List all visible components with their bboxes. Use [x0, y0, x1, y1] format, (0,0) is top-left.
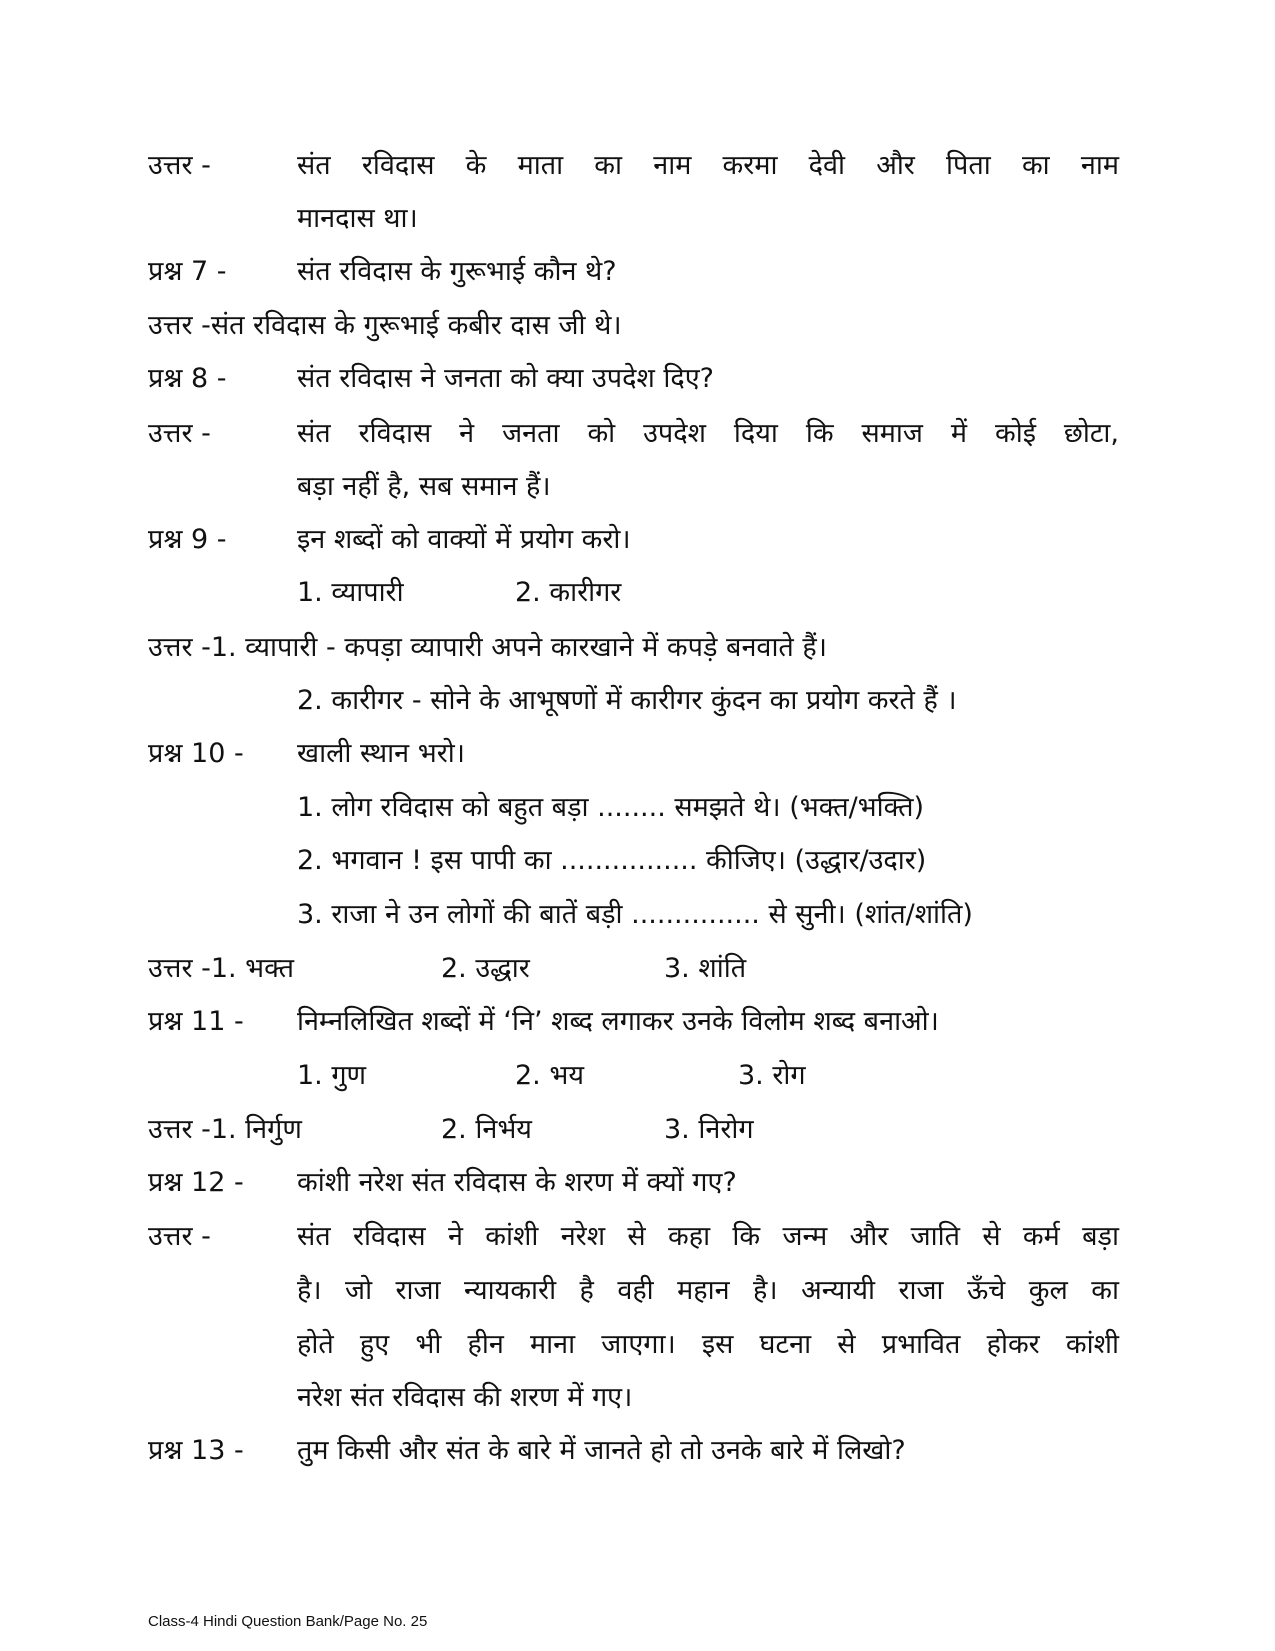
fill-blank-1: 1. लोग रविदास को बहुत बड़ा ........ समझते थे। (भक्त/भक्ति) [297, 792, 925, 823]
question-7-text: संत रविदास के गुरूभाई कौन थे? [297, 256, 617, 287]
question-11-option-3: 3. रोग [738, 1060, 806, 1091]
answer-10-third: 3. शांति [664, 953, 747, 984]
question-12 [0, 1163, 1275, 1203]
question-10-text: खाली स्थान भरो। [297, 738, 465, 769]
question-11-label: प्रश्न 11 - [148, 1006, 244, 1037]
answer-7 [0, 306, 1275, 346]
answer-11-third: 3. निरोग [664, 1114, 754, 1145]
question-7 [0, 252, 1275, 292]
answer-6-line-2 [0, 199, 1275, 239]
answer-12-line-1 [0, 1217, 1275, 1257]
answer-9-text-1: उत्तर -1. व्यापारी - कपड़ा व्यापारी अपने कारखाने में कपड़े बनवाते हैं। [148, 632, 827, 663]
answer-6-text-2: मानदास था। [297, 203, 418, 234]
answer-6-text-1: संत रविदास के माता का नाम करमा देवी और पिता का नाम [297, 150, 1119, 181]
answer-6-label: उत्तर - [148, 150, 211, 181]
answer-12-text-3: होते हुए भी हीन माना जाएगा। इस घटना से प्रभावित होकर कांशी [297, 1329, 1119, 1360]
answer-11 [0, 1110, 1275, 1150]
question-13-text: तुम किसी और संत के बारे में जानते हो तो उनके बारे में लिखो? [297, 1435, 906, 1466]
question-10 [0, 734, 1275, 774]
answer-9-text-2: 2. कारीगर - सोने के आभूषणों में कारीगर कुंदन का प्रयोग करते हैं । [297, 685, 957, 716]
question-9-options [0, 573, 1275, 613]
answer-10 [0, 949, 1275, 989]
question-13 [0, 1431, 1275, 1471]
answer-10-first: उत्तर -1. भक्त [148, 953, 295, 984]
answer-12-text-2: है। जो राजा न्यायकारी है वही महान है। अन्यायी राजा ऊँचे कुल का [297, 1275, 1119, 1306]
question-8 [0, 359, 1275, 399]
page-footer: Class-4 Hindi Question Bank/Page No. 25 [148, 1613, 428, 1630]
answer-8-line-1 [0, 414, 1275, 454]
question-10-item-2 [0, 841, 1275, 881]
question-7-label: प्रश्न 7 - [148, 256, 227, 287]
answer-11-first: उत्तर -1. निर्गुण [148, 1114, 302, 1145]
question-12-label: प्रश्न 12 - [148, 1167, 244, 1198]
answer-10-second: 2. उद्धार [441, 953, 530, 984]
answer-11-second: 2. निर्भय [441, 1114, 532, 1145]
question-11-option-1: 1. गुण [297, 1060, 367, 1091]
question-11-options [0, 1056, 1275, 1096]
question-9 [0, 520, 1275, 560]
question-10-label: प्रश्न 10 - [148, 738, 244, 769]
answer-12-line-2 [0, 1271, 1275, 1311]
question-10-item-3 [0, 895, 1275, 935]
question-8-label: प्रश्न 8 - [148, 363, 227, 394]
answer-9-line-2 [0, 681, 1275, 721]
answer-8-line-2 [0, 467, 1275, 507]
question-8-text: संत रविदास ने जनता को क्या उपदेश दिए? [297, 363, 714, 394]
fill-blank-3: 3. राजा ने उन लोगों की बातें बड़ी ............... से सुनी। (शांत/शांति) [297, 899, 973, 930]
question-9-text: इन शब्दों को वाक्यों में प्रयोग करो। [297, 524, 631, 555]
question-13-label: प्रश्न 13 - [148, 1435, 244, 1466]
answer-12-label: उत्तर - [148, 1221, 211, 1252]
answer-8-label: उत्तर - [148, 418, 211, 449]
question-11-option-2: 2. भय [515, 1060, 584, 1091]
answer-7-text: उत्तर -संत रविदास के गुरूभाई कबीर दास जी थे। [148, 310, 622, 341]
question-9-label: प्रश्न 9 - [148, 524, 227, 555]
question-12-text: कांशी नरेश संत रविदास के शरण में क्यों गए? [297, 1167, 737, 1198]
answer-8-text-1: संत रविदास ने जनता को उपदेश दिया कि समाज में कोई छोटा, [297, 418, 1119, 449]
answer-6-line-1 [0, 146, 1275, 186]
question-11-text: निम्नलिखित शब्दों में ‘नि’ शब्द लगाकर उनके विलोम शब्द बनाओ। [297, 1006, 939, 1037]
answer-12-text-4: नरेश संत रविदास की शरण में गए। [297, 1382, 633, 1413]
answer-8-text-2: बड़ा नहीं है, सब समान हैं। [297, 471, 551, 502]
answer-9-line-1 [0, 628, 1275, 668]
question-9-option-2: 2. कारीगर [515, 577, 622, 608]
answer-12-text-1: संत रविदास ने कांशी नरेश से कहा कि जन्म और जाति से कर्म बड़ा [297, 1221, 1119, 1252]
question-9-option-1: 1. व्यापारी [297, 577, 404, 608]
question-10-item-1 [0, 788, 1275, 828]
answer-12-line-3 [0, 1325, 1275, 1365]
question-11 [0, 1002, 1275, 1042]
fill-blank-2: 2. भगवान ! इस पापी का ................ कीजिए। (उद्धार/उदार) [297, 845, 927, 876]
answer-12-line-4 [0, 1378, 1275, 1418]
